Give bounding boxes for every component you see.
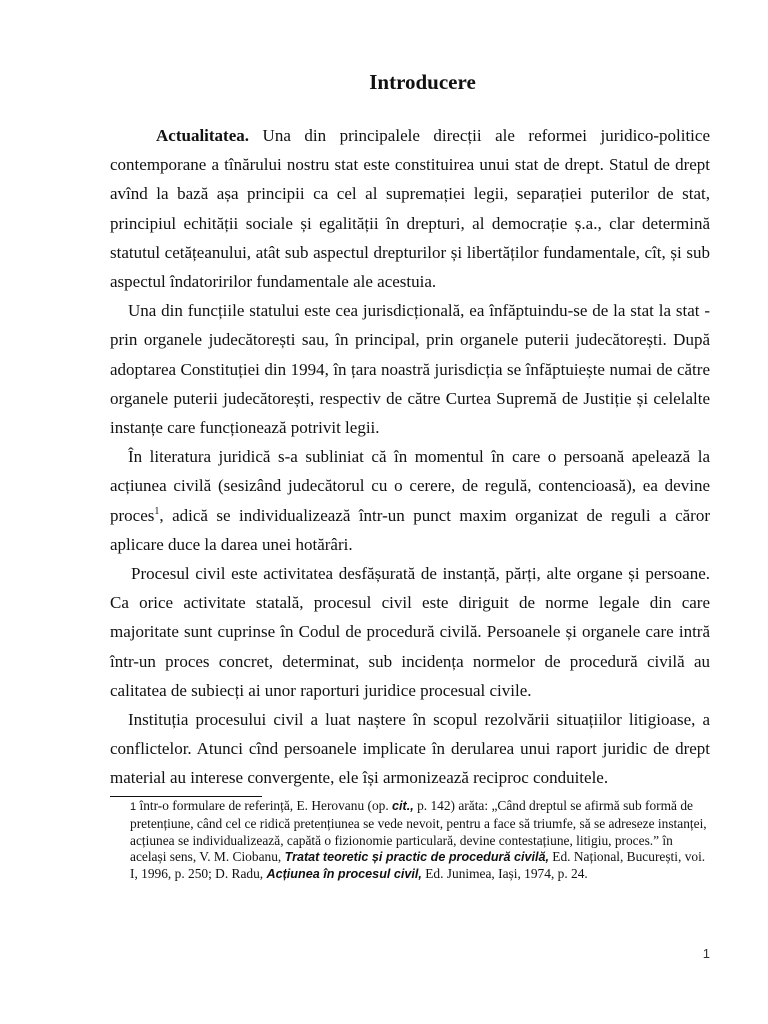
paragraph-actualitatea — [110, 121, 710, 296]
paragraph-text: Procesul civil este activitatea desfășurată de instanță, părți, alte organe și persoane. Ca orice activitate statală, procesul civil este diriguit de norme legale din care majoritate sunt cuprinse în Codul de procedură civilă. Persoanele și organele care intră într-un proces concret, determinat, sub incidența normelor de procedură civilă au calitatea de subiecți ai unor raporturi juridice procesual civile. — [110, 564, 710, 700]
page-title: Introducere — [369, 70, 476, 94]
footnote-separator — [110, 796, 262, 797]
paragraph-text: În literatura juridică s-a subliniat că în momentul în care o persoană apelează la acțiunea civilă (sesizând judecătorul cu o cerere, de regulă, contencioasă), ea devine proces — [110, 447, 710, 525]
paragraph-literatura — [110, 442, 710, 559]
footnote-text: într-o formulare de referință, E. Herovanu (op. — [136, 798, 393, 813]
footnote-number: 1 — [130, 801, 137, 813]
footnote-text: Ed. Național, București, voi. I, 1996, p. 250; D. Radu, — [130, 849, 706, 882]
footnote-emphasis: cit., — [392, 799, 414, 813]
paragraph-lead: Actualitatea. — [156, 126, 250, 145]
paragraph-text: Instituția procesului civil a luat naștere în scopul rezolvării situațiilor litigioase, a conflictelor. Atunci cînd persoanele implicate în derularea unui raport juridic de drept material au interese convergente, ele își armonizează reciproc conduitele. — [110, 710, 710, 788]
paragraph-institutia — [110, 705, 710, 793]
paragraph-jurisdictie — [110, 296, 710, 442]
footnote-book-title: Tratat teoretic și practic de procedură civilă, — [284, 850, 549, 865]
footnote — [130, 798, 712, 883]
page-number: 1 — [702, 946, 710, 961]
footnote-text: Ed. Junimea, Iași, 1974, p. 24. — [421, 866, 588, 882]
paragraph-proces-civil — [110, 559, 710, 705]
paragraph-text: Una din principalele direcții ale reformei juridico-politice contemporane a tînărului nostru stat este constituirea unui stat de drept. Statul de drept avînd la bază așa principii ca cel al supremației legii, separației puterilor de stat, principiul echității sociale și egalității în drepturi, al democrație ș.a., clar determină statutul cetățeanului, atât sub aspectul drepturilor și libertăților fundamentale, cît, și sub aspectul îndatoririlor fundamentale ale acestuia. — [110, 126, 710, 292]
body-text — [110, 121, 710, 793]
footnote-book-title: Acțiunea în procesul civil, — [266, 867, 422, 882]
paragraph-text: Una din funcțiile statului este cea jurisdicțională, ea înfăptuindu-se de la stat la stat - prin organele judecătorești sau, în principal, prin organele puterii judecătorești. După adoptarea Constituției din 1994, în țara noastră jurisdicția se înfăptuiește numai de către organele puterii judecătorești, respectiv de către Curtea Supremă de Justiție și celelalte instanțe care funcționează potrivit legii. — [110, 301, 710, 438]
footnote-text: p. 142) arăta: „Când dreptul se afirmă sub formă de pretențiune, când cel ce ridică pretențiunea se vede nevoit, pentru a face să triumfe, să se adreseze instanței, acțiunea se individualizează, capătă o fizionomie particulară, devine contestațiune, litigiu, proces.” în același sens, V. M. Ciobanu, — [130, 798, 707, 865]
paragraph-text: , adică se individualizează într-un punct maxim organizat de reguli a căror aplicare duce la darea unei hotărâri. — [110, 505, 710, 554]
footnote-reference[interactable]: 1 — [154, 505, 160, 517]
